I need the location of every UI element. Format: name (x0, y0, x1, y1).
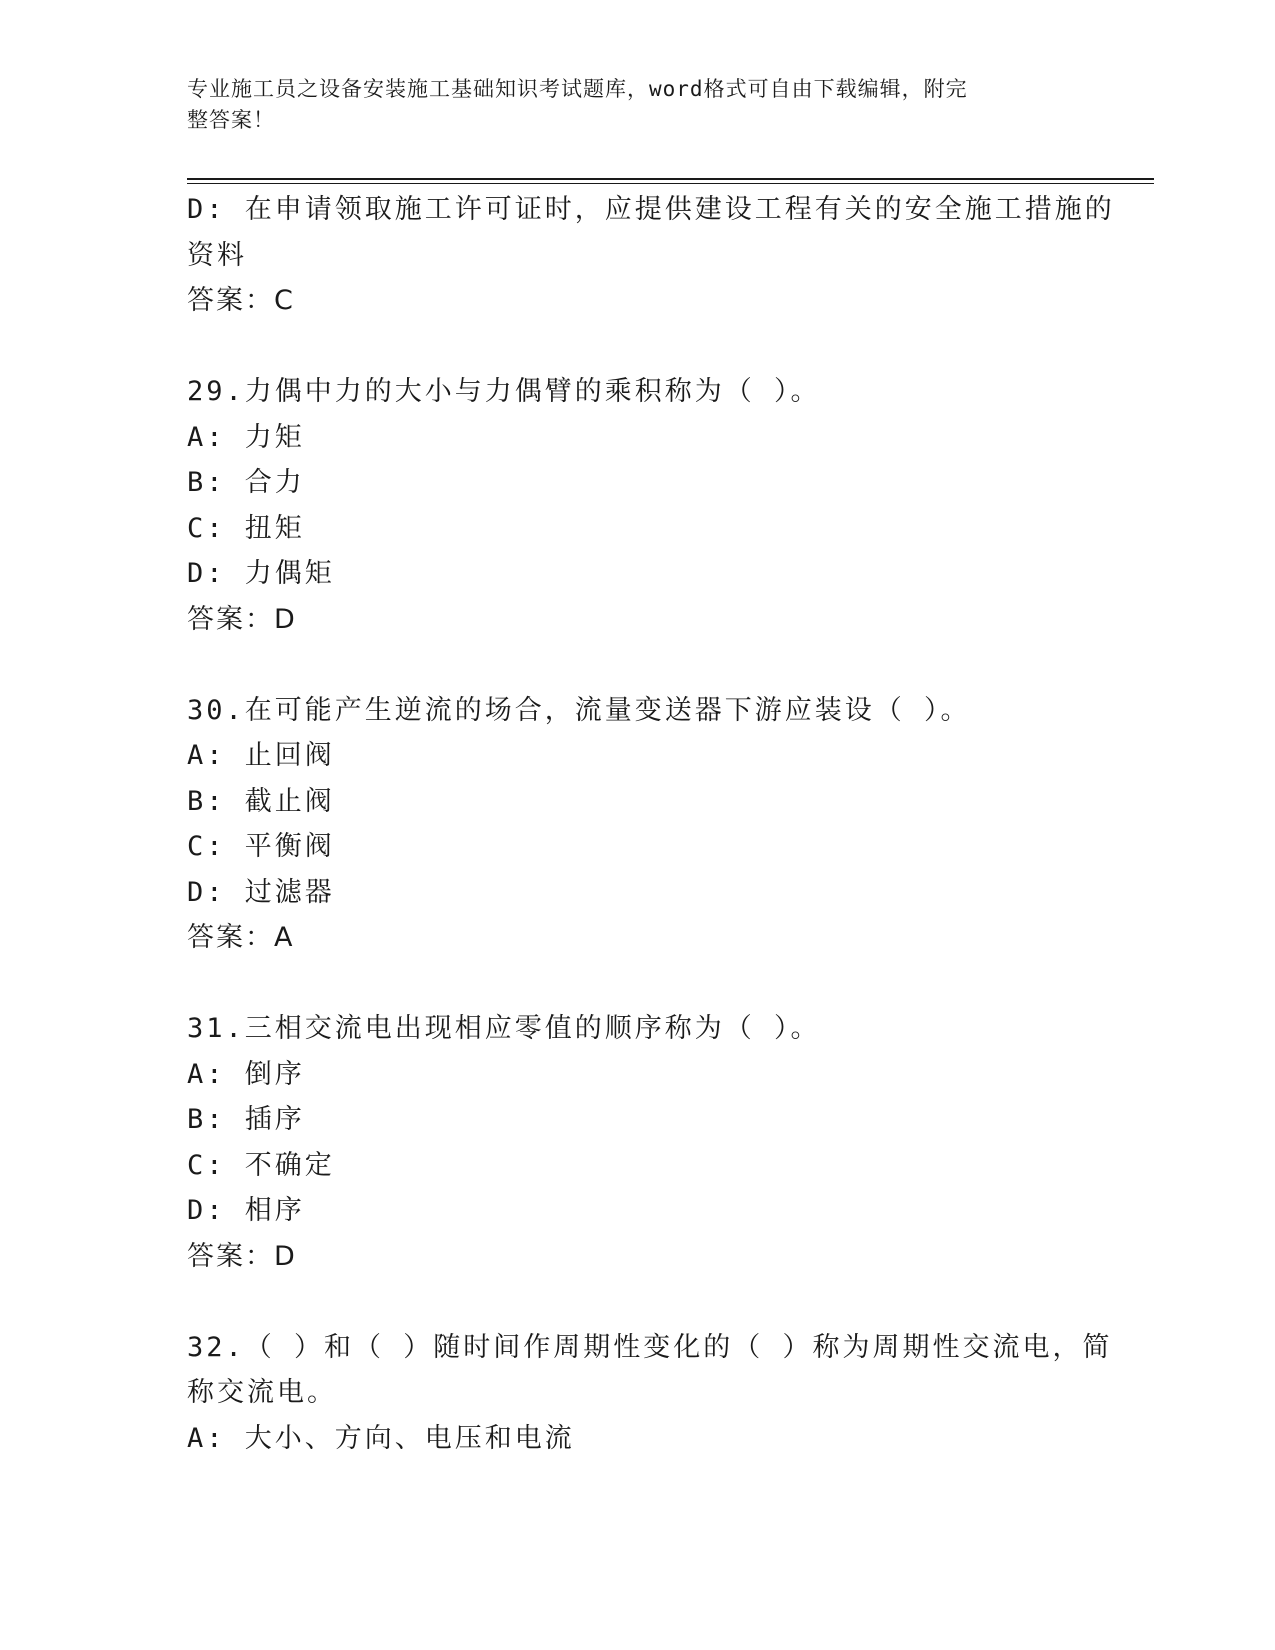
option-d: D: 在申请领取施工许可证时，应提供建设工程有关的安全施工措施的 (187, 194, 1115, 225)
option-d-continued: 资料 (187, 239, 247, 271)
spacer (187, 1279, 1087, 1325)
option-d: D: 相序 (187, 1195, 305, 1226)
option-a: A: 力矩 (187, 421, 305, 453)
answer-line: 答案：D (187, 1240, 297, 1272)
question-list (187, 187, 1115, 1461)
answer-line: 答案：C (187, 285, 295, 316)
option-d: D: 力偶矩 (187, 558, 335, 589)
answer-line: 答案：A (187, 922, 295, 953)
spacer (187, 324, 1087, 370)
option-c: C: 不确定 (187, 1149, 335, 1181)
option-c: C: 扭矩 (187, 512, 305, 544)
option-b: B: 插序 (187, 1104, 305, 1135)
option-a: A: 大小、方向、电压和电流 (187, 1422, 575, 1454)
header-line-2: 整答案！ (187, 108, 275, 132)
answer-line: 答案：D (187, 603, 297, 635)
option-b: B: 合力 (187, 467, 305, 498)
header-line-1: 专业施工员之设备安装施工基础知识考试题库，word格式可自由下载编辑，附完 (187, 77, 968, 101)
option-d: D: 过滤器 (187, 876, 335, 908)
header-divider-thick (187, 178, 1154, 180)
document-header (187, 74, 1067, 136)
spacer (187, 961, 1087, 1007)
question-stem: 30.在可能产生逆流的场合，流量变送器下游应装设（ ）。 (187, 694, 971, 726)
question-stem: 29.力偶中力的大小与力偶臂的乘积称为（ ）。 (187, 376, 821, 407)
question-stem: 31.三相交流电出现相应零值的顺序称为（ ）。 (187, 1013, 821, 1044)
option-a: A: 倒序 (187, 1058, 305, 1090)
option-b: B: 截止阀 (187, 785, 335, 817)
option-c: C: 平衡阀 (187, 831, 335, 862)
question-stem: 32.（ ）和（ ）随时间作周期性变化的（ ）称为周期性交流电，简 (187, 1331, 1113, 1363)
spacer (187, 642, 1087, 688)
question-stem-continued: 称交流电。 (187, 1377, 337, 1408)
option-a: A: 止回阀 (187, 740, 335, 771)
header-divider-thin (187, 183, 1154, 184)
